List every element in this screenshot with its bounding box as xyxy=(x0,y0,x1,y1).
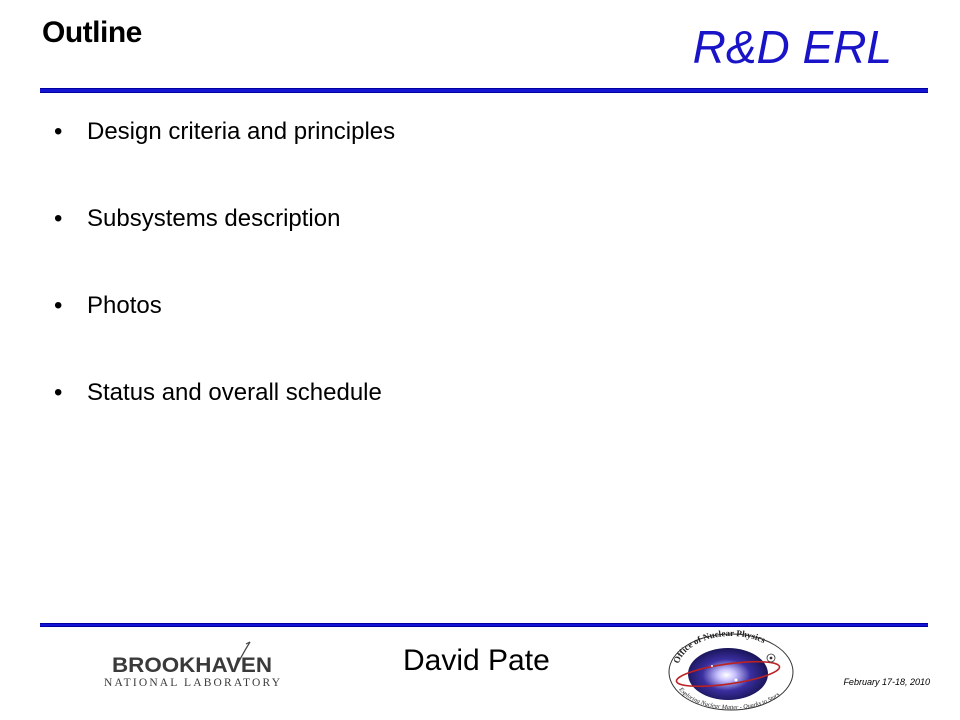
footer-divider xyxy=(40,623,928,627)
bnl-logo-line1: BROOKHAVEN xyxy=(112,654,272,677)
onp-logo-top-text: Office of Nuclear Physics xyxy=(671,630,768,665)
slide-title: Outline xyxy=(42,16,142,49)
brand-title: R&D ERL xyxy=(692,21,892,73)
presenter-name: David Pate xyxy=(403,644,550,677)
brookhaven-logo-icon xyxy=(100,638,290,700)
bullet-text: Status and overall schedule xyxy=(87,379,382,406)
bullet-glyph: • xyxy=(54,292,63,319)
bullet-text: Photos xyxy=(87,292,162,319)
onp-logo-bottom-text: Exploring Nuclear Matter - Quarks to Stars xyxy=(677,686,781,712)
list-item xyxy=(54,118,395,205)
bullet-text: Design criteria and principles xyxy=(87,118,396,145)
bullet-glyph: • xyxy=(54,205,63,232)
header-divider xyxy=(40,88,928,93)
list-item xyxy=(54,379,395,466)
bullet-glyph: • xyxy=(54,379,63,406)
bnl-logo-line2: NATIONAL LABORATORY xyxy=(104,677,280,689)
bullet-text: Subsystems description xyxy=(87,205,341,232)
bullet-list xyxy=(54,118,395,466)
nuclear-physics-logo-icon xyxy=(666,630,796,712)
presentation-date: February 17-18, 2010 xyxy=(843,677,930,687)
bullet-glyph: • xyxy=(54,118,63,145)
list-item xyxy=(54,292,395,379)
list-item xyxy=(54,205,395,292)
